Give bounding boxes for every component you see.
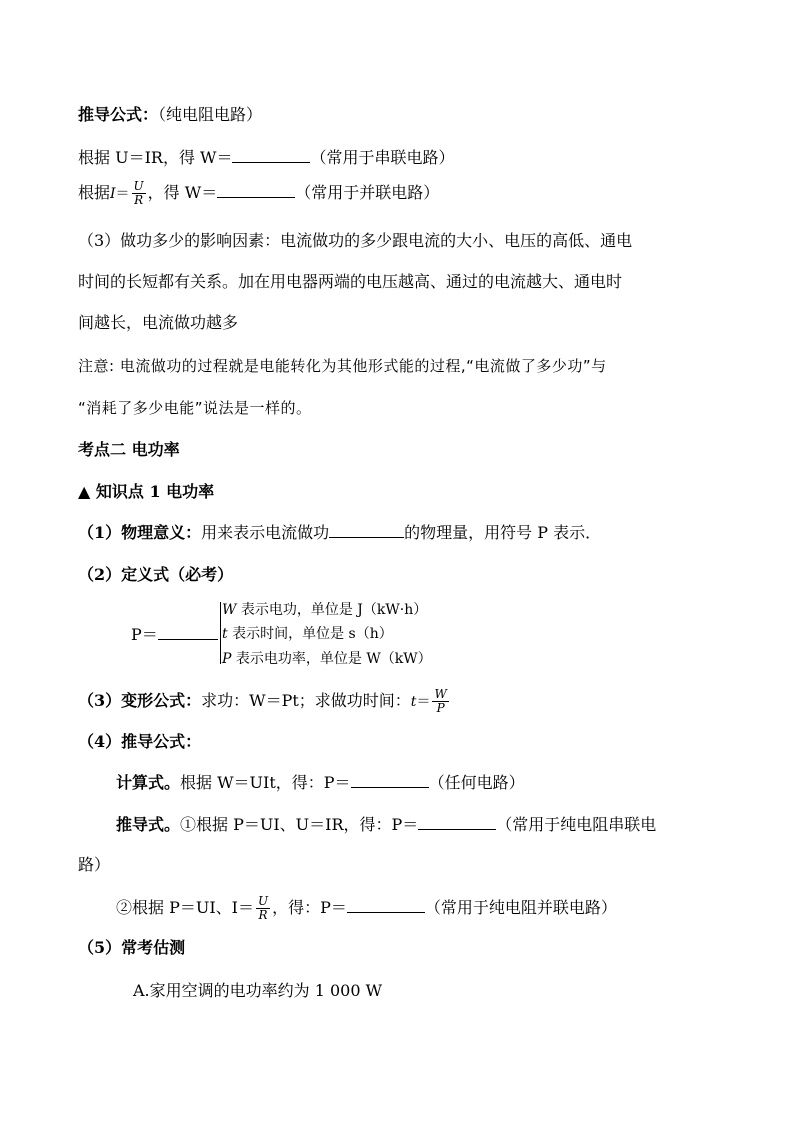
blank-derive-series[interactable] (418, 815, 496, 830)
transform-label: （3）变形公式： (78, 691, 202, 710)
definition-p-eq (131, 624, 218, 646)
calc-suffix: （任何电路） (428, 773, 525, 792)
derive-parallel-prefix: ②根据 P＝UI、I＝ (116, 898, 254, 917)
formula-series-suffix: （常用于串联电路） (310, 148, 455, 167)
derive-series-line (116, 814, 656, 836)
derived-formula-note: （纯电阻电路） (158, 105, 263, 124)
fraction-denominator: R (258, 908, 268, 922)
definition-label: （2）定义式（必考） (78, 565, 234, 584)
formula-parallel-eq: ＝ (115, 186, 130, 202)
derive-series-label: 推导式。 (116, 815, 181, 834)
definition-t-symbol: t (222, 626, 228, 642)
derive-series-wrap: 路） (78, 855, 111, 874)
derive-series-prefix: ①根据 P＝UI、U＝IR，得：P＝ (180, 815, 419, 834)
fraction-u-over-r (132, 180, 146, 207)
definition-p-symbol: P (222, 651, 232, 667)
factors-line-1: （3）做功多少的影响因素：电流做功的多少跟电流的大小、电压的高低、通电 (78, 231, 633, 250)
fraction-denominator: R (134, 193, 144, 207)
formula-series-prefix: 根据 U＝IR，得 W＝ (78, 148, 233, 167)
definition-w-text: 表示电功，单位是 J（kW·h） (236, 602, 428, 618)
formula-parallel-line (78, 180, 439, 207)
notice-line-2: “消耗了多少电能”说法是一样的。 (78, 399, 312, 417)
definition-w-symbol: W (222, 602, 237, 618)
transform-text: 求功：W＝Pt；求做功时间： (201, 691, 411, 710)
fraction-u-over-r-2 (256, 895, 270, 922)
definition-p-text: 表示电功率，单位是 W（kW） (231, 651, 432, 667)
estimate-a: A.家用空调的电功率约为 1 000 W (133, 981, 383, 1000)
fraction-numerator: U (133, 179, 144, 193)
formula-parallel-suffix: （常用于并联电路） (295, 183, 440, 202)
derived-formula-line (78, 104, 262, 126)
derived-formula-label: 推导公式： (78, 105, 159, 124)
notice-line-1: 注意: 电流做功的过程就是电能转化为其他形式能的过程,“电流做了多少功”与 (78, 357, 607, 375)
definition-t-row (222, 623, 393, 645)
factors-line-2: 时间的长短都有关系。加在用电器两端的电压越高、通过的电流越大、通电时 (78, 272, 623, 291)
derive4-label: （4）推导公式： (78, 732, 202, 751)
fraction-w-over-p (432, 688, 448, 715)
transform-line (78, 688, 451, 715)
meaning-line (78, 522, 601, 544)
fraction-numerator: W (434, 687, 447, 701)
derive-parallel-mid: ，得：P＝ (272, 898, 347, 917)
transform-eq: ＝ (416, 694, 431, 710)
factors-line-3: 间越长，电流做功越多 (78, 313, 239, 332)
definition-t-text: 表示时间，单位是 s（h） (227, 626, 393, 642)
blank-meaning[interactable] (329, 523, 404, 538)
meaning-prefix: 用来表示电流做功 (201, 523, 330, 542)
fraction-numerator: U (257, 894, 269, 908)
meaning-suffix: 的物理量，用符号 P 表示． (404, 523, 602, 542)
definition-p-row (222, 648, 432, 670)
formula-series-line (78, 147, 455, 169)
blank-w-parallel[interactable] (217, 183, 295, 198)
knowledge-point-title: ▲ 知识点 1 电功率 (78, 482, 215, 501)
derive-parallel-suffix: （常用于纯电阻并联电路） (424, 898, 617, 917)
meaning-label: （1）物理意义： (78, 523, 202, 542)
definition-w-row (222, 599, 427, 621)
definition-p-eq-text: P＝ (131, 625, 158, 644)
blank-calc[interactable] (351, 773, 429, 788)
calc-prefix: 根据 W＝UIt，得：P＝ (180, 773, 351, 792)
section2-title: 考点二 电功率 (78, 440, 180, 459)
transform-t-symbol: t (410, 694, 417, 710)
derive-series-suffix: （常用于纯电阻串联电 (496, 815, 657, 834)
blank-definition[interactable] (158, 625, 218, 640)
definition-brace (220, 602, 221, 664)
derive-parallel-line (116, 895, 617, 922)
blank-w-series[interactable] (232, 148, 310, 163)
calc-label: 计算式。 (116, 773, 181, 792)
formula-parallel-mid: ，得 W＝ (147, 183, 218, 202)
formula-parallel-i: I (110, 186, 116, 202)
blank-derive-parallel[interactable] (347, 898, 425, 913)
formula-parallel-prefix: 根据 (78, 183, 111, 202)
calc-line (116, 772, 525, 794)
estimate-label: （5）常考估测 (78, 938, 186, 957)
fraction-denominator: P (436, 701, 445, 715)
